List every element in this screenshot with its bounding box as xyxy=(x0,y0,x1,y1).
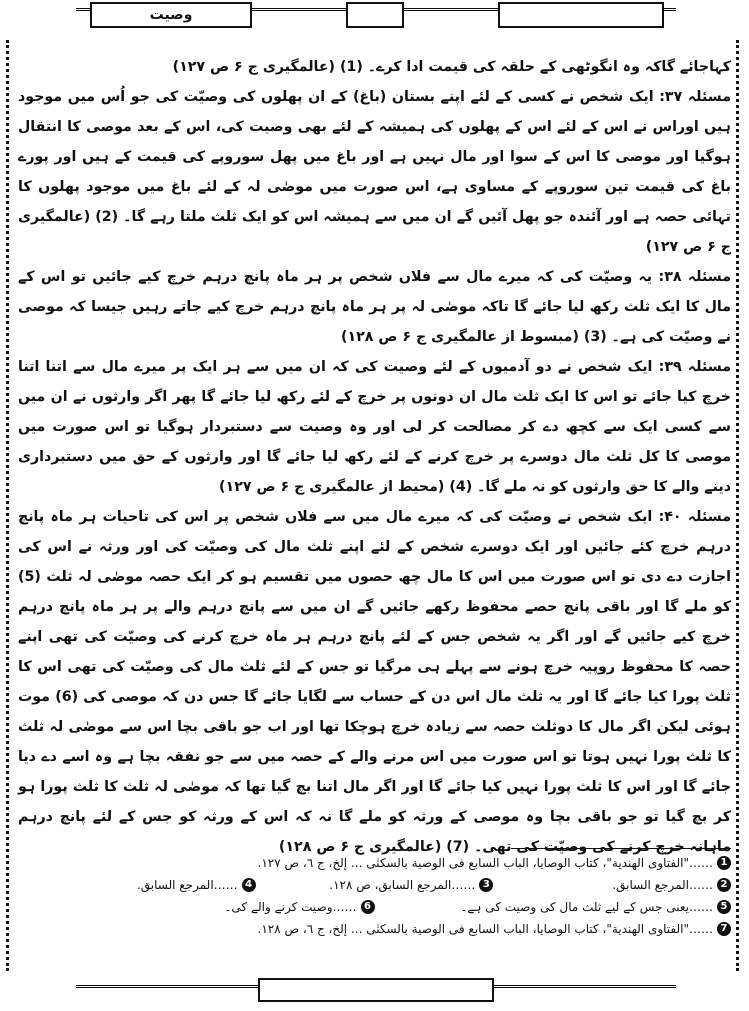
footnote-number: 4 xyxy=(242,878,256,892)
footnote-row xyxy=(18,896,731,918)
footer-box xyxy=(258,978,494,1002)
paragraph-masla-37 xyxy=(18,82,731,262)
masla-label: مسئلہ ۳۷: xyxy=(659,89,731,105)
footnote-number: 7 xyxy=(717,922,731,936)
footnote-number: 6 xyxy=(361,900,375,914)
footnote-row xyxy=(18,874,731,896)
footnotes xyxy=(18,852,731,940)
paragraph-text: یہ وصیّت کی کہ میرے مال سے فلاں شخص پر ہر ماہ پانچ درہم خرچ کیے جائیں تو اس کے مال کا ایک ثلث رکھ لیا جائے گا تاکہ موصٰی لہ پر ہر ماہ پانچ درہم خرچ کیے جاتے رہیں جیسا کہ موصی نے وصیّت کی ہے۔ (3) (مبسوط از عالمگیری ج ۶ ص ۱۲۸) xyxy=(18,269,731,345)
footnote-row xyxy=(18,852,731,874)
footnote-number: 3 xyxy=(479,878,493,892)
paragraph-text: کہاجائے گاکہ وہ انگوٹھی کے حلقہ کی قیمت ادا کرے۔ (1) (عالمگیری ج ۶ ص ۱۲۷) xyxy=(172,59,731,75)
paragraph-text: ایک شخص نے وصیّت کی کہ میرے مال میں سے فلاں شخص پر اس کی تاحیات ہر ماہ پانچ درہم خرچ کئے جائیں اور ایک دوسرے شخص کے لئے اپنے ثلث مال کی وصیّت کی اور ورثہ نے اس کی اجازت دے دی تو اس صورت میں اس کا مال چھ حصوں میں تقسیم ہو کر ایک حصہ موصٰی لہ ثلث (5) کو ملے گا اور باقی پانچ حصے محفوظ رکھے جائیں گے ان میں سے پانچ درہم والے پر ہر ماہ پانچ درہم خرچ کیے جائیں گے اور اگر یہ شخص جس کے لئے پانچ درہم ہر ماہ خرچ کرنے کی وصیّت کی تھی اپنے حصہ کا محفوظ روپیہ خرچ ہونے سے پہلے ہی مرگیا تو جس کے لئے ثلث مال کی وصیّت کی تھی اس کا ثلث پورا کیا جائے گا اور یہ ثلث مال اس دن کے حساب سے لگایا جائے گا جس دن کہ موصی کی (6) موت ہوئی لیکن اگر مال کا دوثلث حصہ سے زیادہ خرچ ہوچکا تھا اور اب جو باقی بچا اس سے موصٰی لہ ثلث کا ثلث پورا نہیں ہوتا تو اس صورت میں اس مرنے والے کے حصہ میں سے جو نفقہ بچا ہے وہ اسے دے دیا جائے گا اور اس کا ثلث پورا نہیں کیا جائے گا اور اگر مال اتنا بچ گیا تھا کہ موصٰی لہ ثلث کا ثلث پورا ہو کر بچ گیا تو جو باقی بچا وہ موصی کے ورثہ کو ملے گا نہ کہ اس کے ورثہ کو جس کے لئے پانچ درہم ماہانہ خرچ کرنے کی وصیّت کی تھی۔ (7) (عالمگیری ج ۶ ص ۱۲۸) xyxy=(18,509,732,855)
footnote-item xyxy=(18,896,375,918)
masla-label: مسئلہ ۳۹: xyxy=(658,359,731,375)
footnote-number: 2 xyxy=(717,878,731,892)
footnote-text: ……المرجع السابق. xyxy=(612,878,713,892)
main-text xyxy=(18,52,731,862)
footnote-item xyxy=(493,874,731,896)
footnote-item xyxy=(18,852,731,874)
footnote-text: ……المرجع السابق، ص ١٢٨. xyxy=(329,878,476,892)
paragraph-text: ایک شخص نے دو آدمیوں کے لئے وصیت کی کہ ان میں سے ہر ایک پر میرے مال سے اتنا اتنا خرچ کیا جائے تو اس کا ایک ثلث مال ان دونوں پر خرچ کے لئے رکھ لیا جائے گا پھر اگر وارثوں نے ان میں سے کسی ایک سے کچھ دے کر مصالحت کر لی اور وہ وصیت سے دستبردار ہوگیا تو اس صورت میں موصی کا کل ثلث مال دوسرے پر خرچ کرنے کے لئے رکھ لیا جائے گا اور وارثوں کے حق میں دستبرداری دینے والے کا حق وارثوں کو نہ ملے گا۔ (4) (محیط از عالمگیری ج ۶ ص ۱۲۷) xyxy=(18,359,731,495)
footnote-text: ……المرجع السابق. xyxy=(136,878,238,892)
footnote-text: ……وصیت کرنے والے کی۔ xyxy=(224,900,357,914)
paragraph-masla-39 xyxy=(18,352,731,502)
paragraph-text: ایک شخص نے کسی کے لئے اپنے بستان (باغ) کے ان پھلوں کی وصیّت کی جو اُس میں موجود ہیں اوراس نے اس کے لئے اس کے پھلوں کی ہمیشہ کے لئے بھی وصیت کی، اس کے بعد موصی کا انتقال ہوگیا اور موصی کا اس کے سوا اور مال نہیں ہے اور باغ میں پھل سوروپے کی قیمت کے ہیں اور پورے باغ کی قیمت تین سوروپے کے مساوی ہے، اس صورت میں موصٰی لہ کے لئے باغ میں موجود پھلوں کا تہائی حصہ ہے اور آئندہ جو پھل آئیں گے ان میں سے ہمیشہ اس کو ایک ثلث ملتا رہے گا۔ (2) (عالمگیری ج ۶ ص ۱۲۷) xyxy=(18,89,731,255)
footnote-item xyxy=(375,896,732,918)
page-title: وصیت xyxy=(149,7,193,23)
masla-label: مسئلہ ۳۸: xyxy=(658,269,731,285)
paragraph-1 xyxy=(18,52,731,82)
right-border-ornament xyxy=(736,40,745,971)
footnote-item xyxy=(18,918,731,940)
footnote-item xyxy=(18,874,256,896)
left-border-ornament xyxy=(6,40,15,971)
footnote-text: ……یعنی جس کے لیے ثلث مال کی وصیت کی ہے۔ xyxy=(460,900,713,914)
header-box-center-small xyxy=(346,2,404,28)
footnote-text: ……"الفتاوی الھندیة"، کتاب الوصایا، الباب السابع فی الوصیة بالسکنٰی ... إلخ، ج ٦، ص ١٢٧. xyxy=(257,856,713,870)
paragraph-masla-40 xyxy=(18,502,731,862)
footnote-text: ……"الفتاوی الھندیة"، کتاب الوصایا، الباب السابع فی الوصیة بالسکنٰی ... إلخ، ج ٦، ص ١٢٨. xyxy=(257,922,713,936)
footnote-item xyxy=(256,874,494,896)
masla-label: مسئلہ ۴۰: xyxy=(658,509,731,525)
header-box-right xyxy=(498,2,664,28)
footnote-separator xyxy=(511,848,731,849)
footnote-row xyxy=(18,918,731,940)
footnote-number: 1 xyxy=(717,856,731,870)
footnote-number: 5 xyxy=(717,900,731,914)
paragraph-masla-38 xyxy=(18,262,731,352)
